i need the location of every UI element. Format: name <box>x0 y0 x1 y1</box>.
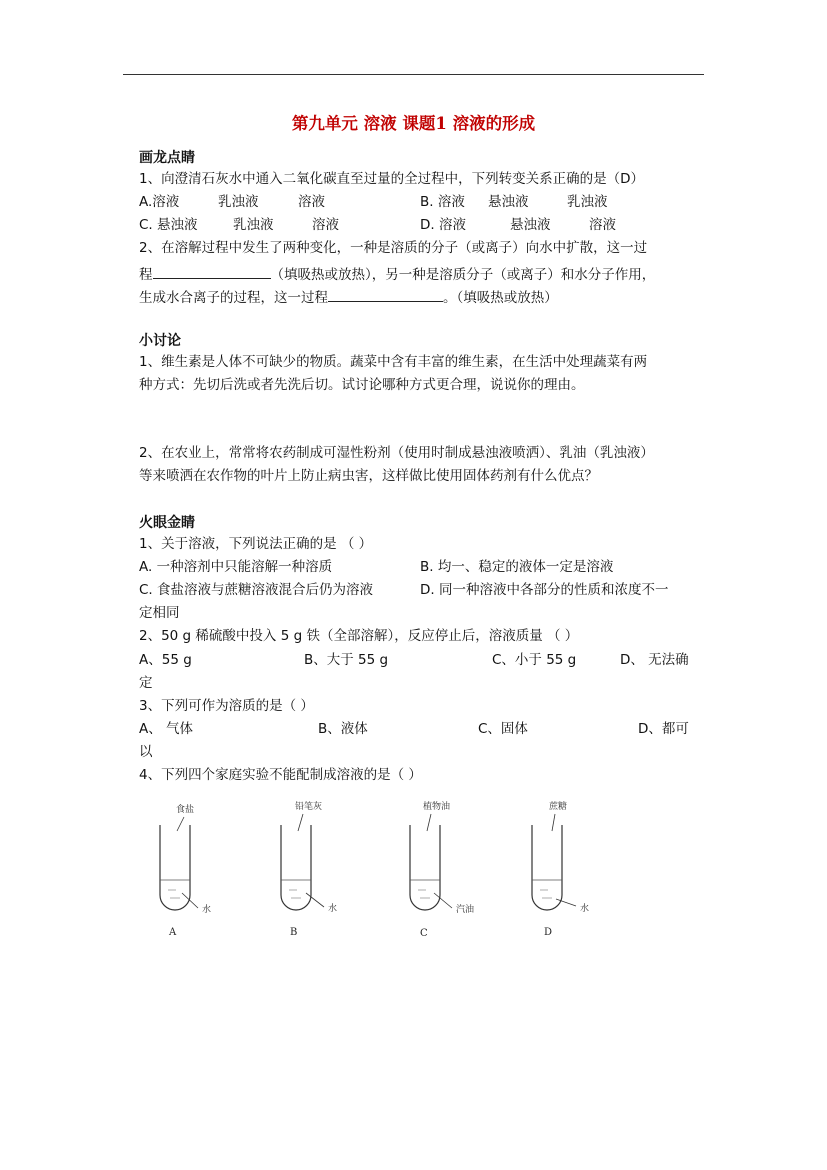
q2-line-2-suffix: （填吸热或放热），另一种是溶质分子（或离子）和水分子作用， <box>270 267 656 283</box>
q2-line-3 <box>139 288 558 306</box>
s3-q3-option-c: C、固体 <box>478 721 528 737</box>
s3-q1-option-a: A. 一种溶剂中只能溶解一种溶质 <box>139 559 333 575</box>
s3-q3-option-b: B、液体 <box>318 721 368 737</box>
discussion-q2-line-2: 等来喷洒在农作物的叶片上防止病虫害，这样做比使用固体药剂有什么优点？ <box>139 468 598 484</box>
s3-q1-option-c: C. 食盐溶液与蔗糖溶液混合后仍为溶液 <box>139 582 374 598</box>
tube-d-solute-label: 蔗糖 <box>549 802 568 812</box>
s3-q1-option-b: B. 均一、稳定的液体一定是溶液 <box>420 559 614 575</box>
test-tube-a <box>160 803 211 938</box>
s3-q2-stem: 2、50 g 稀硫酸中投入 5 g 铁（全部溶解），反应停止后，溶液质量 （ ） <box>139 628 579 644</box>
section-heading-3: 火眼金睛 <box>139 515 195 531</box>
s3-q3-option-d: D、都可 <box>638 721 689 737</box>
option-a-1: A.溶液 <box>139 194 180 210</box>
test-tube-d <box>532 800 589 938</box>
discussion-q1-line-1: 1、维生素是人体不可缺少的物质。蔬菜中含有丰富的维生素，在生活中处理蔬菜有两 <box>139 354 648 370</box>
test-tube-figure <box>140 795 620 945</box>
s3-q3-option-a: A、 气体 <box>139 721 194 737</box>
s3-q2-option-d-cont: 定 <box>139 675 153 691</box>
section-heading-1: 画龙点睛 <box>139 150 195 166</box>
header-rule <box>123 74 704 75</box>
s3-q1-option-d: D. 同一种溶液中各部分的性质和浓度不一 <box>420 582 669 598</box>
discussion-q1-line-2: 种方式：先切后洗或者先洗后切。试讨论哪种方式更合理，说说你的理由。 <box>139 377 585 393</box>
option-d-2: 悬浊液 <box>510 217 551 233</box>
tube-d-letter: D <box>544 927 553 938</box>
s3-q2-option-d: D、 无法确 <box>620 652 689 668</box>
option-c-1: C. 悬浊液 <box>139 217 198 233</box>
s3-q2-option-c: C、小于 55 g <box>492 652 577 668</box>
q2-line-1: 2、在溶解过程中发生了两种变化，一种是溶质的分子（或离子）向水中扩散，这一过 <box>139 240 648 256</box>
tube-b-letter: B <box>290 927 298 938</box>
option-c-2: 乳浊液 <box>233 217 274 233</box>
tube-c-letter: C <box>420 928 428 939</box>
tube-c-solvent-label: 汽油 <box>456 905 475 915</box>
q2-line-2-prefix: 程 <box>139 267 153 283</box>
section-heading-2: 小讨论 <box>139 333 181 349</box>
option-b-1: B. 溶液 <box>420 194 465 210</box>
tube-d-solvent-label: 水 <box>580 904 590 914</box>
s3-q3-stem: 3、下列可作为溶质的是（ ） <box>139 698 314 714</box>
option-c-3: 溶液 <box>312 217 339 233</box>
page-title: 第九单元 溶液 课题1 溶液的形成 <box>291 114 536 133</box>
s3-q2-option-b: B、大于 55 g <box>304 652 389 668</box>
tube-b-solvent-label: 水 <box>328 904 338 914</box>
tube-a-letter: A <box>169 927 177 938</box>
tube-b-solute-label: 铅笔灰 <box>295 802 323 812</box>
s3-q1-option-d-cont: 定相同 <box>139 605 180 621</box>
option-b-3: 乳浊液 <box>567 194 608 210</box>
s3-q1-stem: 1、关于溶液，下列说法正确的是 （ ） <box>139 536 373 552</box>
q2-line-2 <box>139 265 655 283</box>
test-tube-b <box>281 800 337 938</box>
option-d-1: D. 溶液 <box>420 217 466 233</box>
test-tube-c <box>410 800 474 939</box>
q1-stem: 1、向澄清石灰水中通入二氧化碳直至过量的全过程中，下列转变关系正确的是（D） <box>139 171 644 187</box>
s3-q2-option-a: A、55 g <box>139 652 192 668</box>
q2-line-3-suffix: 。（填吸热或放热） <box>443 290 558 306</box>
option-a-2: 乳浊液 <box>218 194 259 210</box>
tube-a-solvent-label: 水 <box>202 905 212 915</box>
tube-a-solute-label: 食盐 <box>176 805 195 815</box>
discussion-q2-line-1: 2、在农业上，常常将农药制成可湿性粉剂（使用时制成悬浊液喷洒）、乳油（乳浊液） <box>139 445 654 461</box>
option-d-3: 溶液 <box>589 217 616 233</box>
answer-blank-2[interactable] <box>328 288 443 302</box>
q2-line-3-prefix: 生成水合离子的过程，这一过程 <box>139 290 328 306</box>
s3-q3-option-d-cont: 以 <box>139 744 153 760</box>
s3-q4-stem: 4、下列四个家庭实验不能配制成溶液的是（ ） <box>139 767 422 783</box>
option-a-3: 溶液 <box>298 194 325 210</box>
option-b-2: 悬浊液 <box>488 194 529 210</box>
answer-blank-1[interactable] <box>153 265 271 279</box>
tube-c-solute-label: 植物油 <box>423 802 451 812</box>
